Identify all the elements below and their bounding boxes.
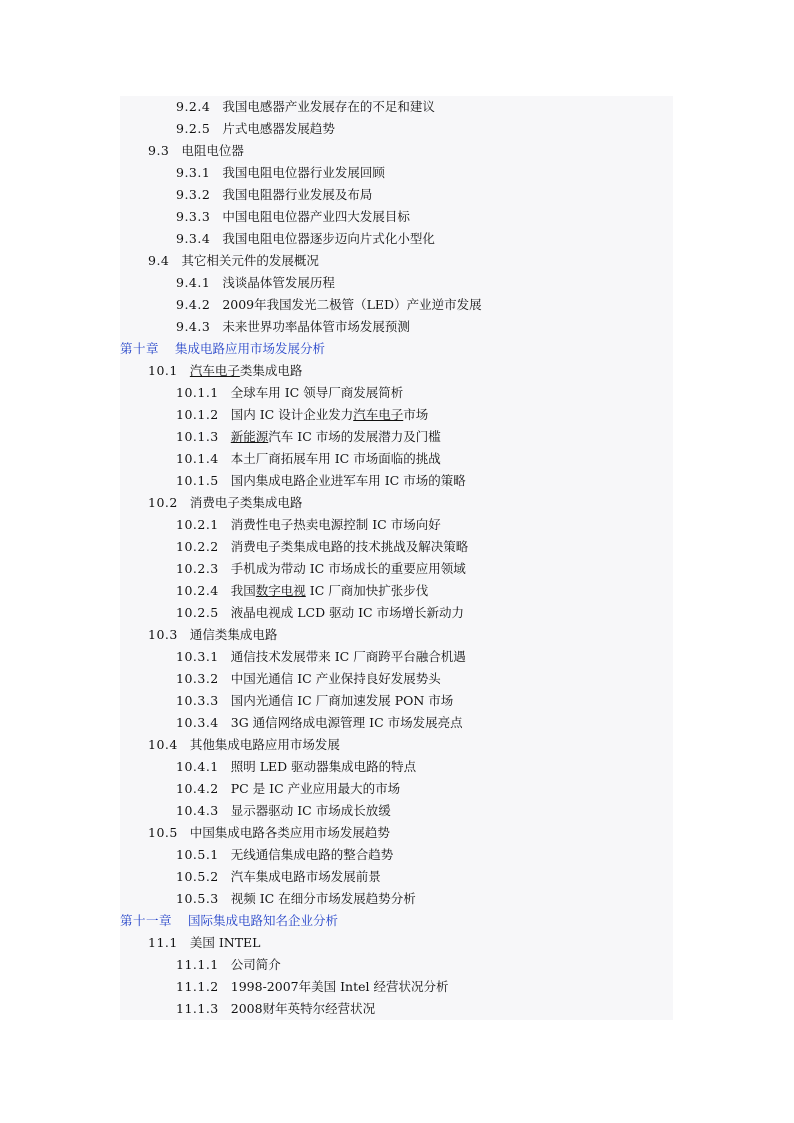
toc-entry-number: 10.2.3 [176,561,219,576]
toc-entry-number: 10.4.2 [176,781,219,796]
toc-entry-number: 9.3.4 [176,231,211,246]
toc-entry-number: 9.4 [148,253,170,268]
toc-entry-number: 10.1.1 [176,385,219,400]
toc-entry-title: 浅谈晶体管发展历程 [222,275,335,290]
toc-entry-number: 10.3 [148,627,178,642]
toc-entry-number: 10.3.1 [176,649,219,664]
toc-subsection-entry [120,712,673,734]
toc-entry-number: 10.4 [148,737,178,752]
toc-subsection-entry [120,404,673,426]
toc-entry-title: 2008财年英特尔经营状况 [230,1001,376,1016]
toc-entry-title: 我国电阻器行业发展及布局 [222,187,373,202]
toc-entry-number: 10.4.1 [176,759,219,774]
toc-entry-title: 汽车集成电路市场发展前景 [230,869,381,884]
toc-entry-title: 通信技术发展带来 IC 厂商跨平台融合机遇 [230,649,466,664]
toc-entry-title: 中国光通信 IC 产业保持良好发展势头 [230,671,441,686]
toc-section-entry [120,624,673,646]
toc-entry-number: 10.3.2 [176,671,219,686]
toc-chapter-entry [120,910,673,932]
toc-section-entry [120,140,673,162]
toc-entry-title: 美国 INTEL [189,935,261,950]
toc-section-entry [120,250,673,272]
toc-entry-number: 11.1.3 [176,1001,219,1016]
toc-entry-title: 我国 [230,583,256,598]
toc-entry-title: 中国电阻电位器产业四大发展目标 [222,209,410,224]
toc-subsection-entry [120,690,673,712]
toc-subsection-entry [120,206,673,228]
toc-entry-title: 市场 [403,407,429,422]
document-page [120,96,673,1020]
toc-subsection-entry [120,558,673,580]
toc-entry-number: 9.3.3 [176,209,211,224]
toc-section-entry [120,360,673,382]
toc-subsection-entry [120,976,673,998]
toc-entry-number: 9.3.2 [176,187,211,202]
toc-entry-number: 9.4.1 [176,275,211,290]
toc-subsection-entry [120,888,673,910]
toc-entry-title: 手机成为带动 IC 市场成长的重要应用领域 [230,561,466,576]
toc-entry-title: 全球车用 IC 领导厂商发展简析 [230,385,404,400]
toc-entry-title: 通信类集成电路 [189,627,278,642]
toc-subsection-entry [120,580,673,602]
toc-entry-number: 11.1.2 [176,979,219,994]
toc-entry-title: 国内集成电路企业进军车用 IC 市场的策略 [230,473,466,488]
toc-entry-title: 1998-2007年美国 Intel 经营状况分析 [230,979,449,994]
toc-entry-title: 片式电感器发展趋势 [222,121,335,136]
toc-entry-title: 我国电感器产业发展存在的不足和建议 [222,99,435,114]
toc-entry-link[interactable]: 汽车电子 [353,407,404,422]
toc-section-entry [120,734,673,756]
toc-entry-title: 2009年我国发光二极管（LED）产业逆市发展 [222,297,482,312]
toc-entry-title: PC 是 IC 产业应用最大的市场 [230,781,401,796]
toc-subsection-entry [120,316,673,338]
toc-entry-number: 10.1.4 [176,451,219,466]
table-of-contents [120,96,673,1020]
toc-entry-number: 10.2 [148,495,178,510]
toc-subsection-entry [120,470,673,492]
toc-entry-number: 10.2.1 [176,517,219,532]
toc-subsection-entry [120,800,673,822]
toc-section-entry [120,492,673,514]
toc-entry-number: 10.5 [148,825,178,840]
toc-section-entry [120,822,673,844]
toc-entry-title: 公司简介 [230,957,281,972]
toc-entry-number: 9.2.4 [176,99,211,114]
toc-entry-number: 10.1.5 [176,473,219,488]
toc-subsection-entry [120,228,673,250]
toc-subsection-entry [120,954,673,976]
toc-entry-title: 视频 IC 在细分市场发展趋势分析 [230,891,416,906]
toc-entry-title: 液晶电视成 LCD 驱动 IC 市场增长新动力 [230,605,465,620]
toc-subsection-entry [120,162,673,184]
toc-entry-title: 其他集成电路应用市场发展 [189,737,340,752]
toc-entry-title: 中国集成电路各类应用市场发展趋势 [189,825,390,840]
toc-entry-number: 11.1.1 [176,957,219,972]
toc-entry-number: 9.3 [148,143,170,158]
toc-entry-title: 国际集成电路知名企业分析 [188,913,339,928]
toc-subsection-entry [120,118,673,140]
toc-entry-number: 10.3.3 [176,693,219,708]
toc-subsection-entry [120,668,673,690]
toc-entry-title: 我国电阻电位器行业发展回顾 [222,165,385,180]
toc-subsection-entry [120,756,673,778]
toc-subsection-entry [120,844,673,866]
toc-entry-title: 汽车 IC 市场的发展潜力及门槛 [268,429,441,444]
toc-entry-number: 第十一章 [120,913,173,928]
toc-subsection-entry [120,646,673,668]
toc-entry-link[interactable]: 汽车电子 [189,363,240,378]
toc-entry-title: 国内 IC 设计企业发力 [230,407,354,422]
toc-entry-title: IC 厂商加快扩张步伐 [305,583,429,598]
toc-subsection-entry [120,778,673,800]
toc-entry-number: 9.2.5 [176,121,211,136]
toc-subsection-entry [120,866,673,888]
toc-entry-title: 本土厂商拓展车用 IC 市场面临的挑战 [230,451,441,466]
toc-entry-title: 照明 LED 驱动器集成电路的特点 [230,759,417,774]
toc-subsection-entry [120,426,673,448]
toc-entry-title: 我国电阻电位器逐步迈向片式化小型化 [222,231,435,246]
toc-subsection-entry [120,602,673,624]
toc-entry-number: 10.5.2 [176,869,219,884]
toc-entry-number: 9.4.3 [176,319,211,334]
toc-entry-number: 10.2.4 [176,583,219,598]
toc-chapter-entry [120,338,673,360]
toc-entry-title: 集成电路应用市场发展分析 [175,341,326,356]
toc-entry-number: 10.1 [148,363,178,378]
toc-entry-number: 10.5.1 [176,847,219,862]
toc-subsection-entry [120,998,673,1020]
toc-entry-title: 国内光通信 IC 厂商加速发展 PON 市场 [230,693,454,708]
toc-entry-title: 其它相关元件的发展概况 [181,253,319,268]
toc-entry-number: 10.2.2 [176,539,219,554]
toc-entry-title: 3G 通信网络成电源管理 IC 市场发展亮点 [230,715,463,730]
toc-entry-number: 11.1 [148,935,178,950]
toc-entry-number: 10.2.5 [176,605,219,620]
toc-entry-number: 10.1.2 [176,407,219,422]
toc-subsection-entry [120,294,673,316]
toc-entry-title: 电阻电位器 [181,143,244,158]
toc-entry-number: 第十章 [120,341,160,356]
toc-entry-title: 类集成电路 [239,363,303,378]
toc-subsection-entry [120,96,673,118]
toc-entry-title: 未来世界功率晶体管市场发展预测 [222,319,410,334]
toc-subsection-entry [120,184,673,206]
toc-entry-number: 10.5.3 [176,891,219,906]
toc-entry-link[interactable]: 数字电视 [255,583,306,598]
toc-entry-number: 10.3.4 [176,715,219,730]
toc-entry-number: 10.1.3 [176,429,219,444]
toc-entry-title: 消费电子类集成电路的技术挑战及解决策略 [230,539,469,554]
toc-section-entry [120,932,673,954]
toc-subsection-entry [120,536,673,558]
toc-entry-number: 9.3.1 [176,165,211,180]
toc-entry-link[interactable]: 新能源 [230,429,269,444]
toc-entry-title: 消费性电子热卖电源控制 IC 市场向好 [230,517,441,532]
toc-entry-number: 10.4.3 [176,803,219,818]
toc-subsection-entry [120,448,673,470]
toc-subsection-entry [120,272,673,294]
toc-entry-title: 无线通信集成电路的整合趋势 [230,847,394,862]
toc-subsection-entry [120,514,673,536]
toc-entry-title: 显示器驱动 IC 市场成长放缓 [230,803,391,818]
toc-entry-number: 9.4.2 [176,297,211,312]
toc-entry-title: 消费电子类集成电路 [189,495,303,510]
toc-subsection-entry [120,382,673,404]
